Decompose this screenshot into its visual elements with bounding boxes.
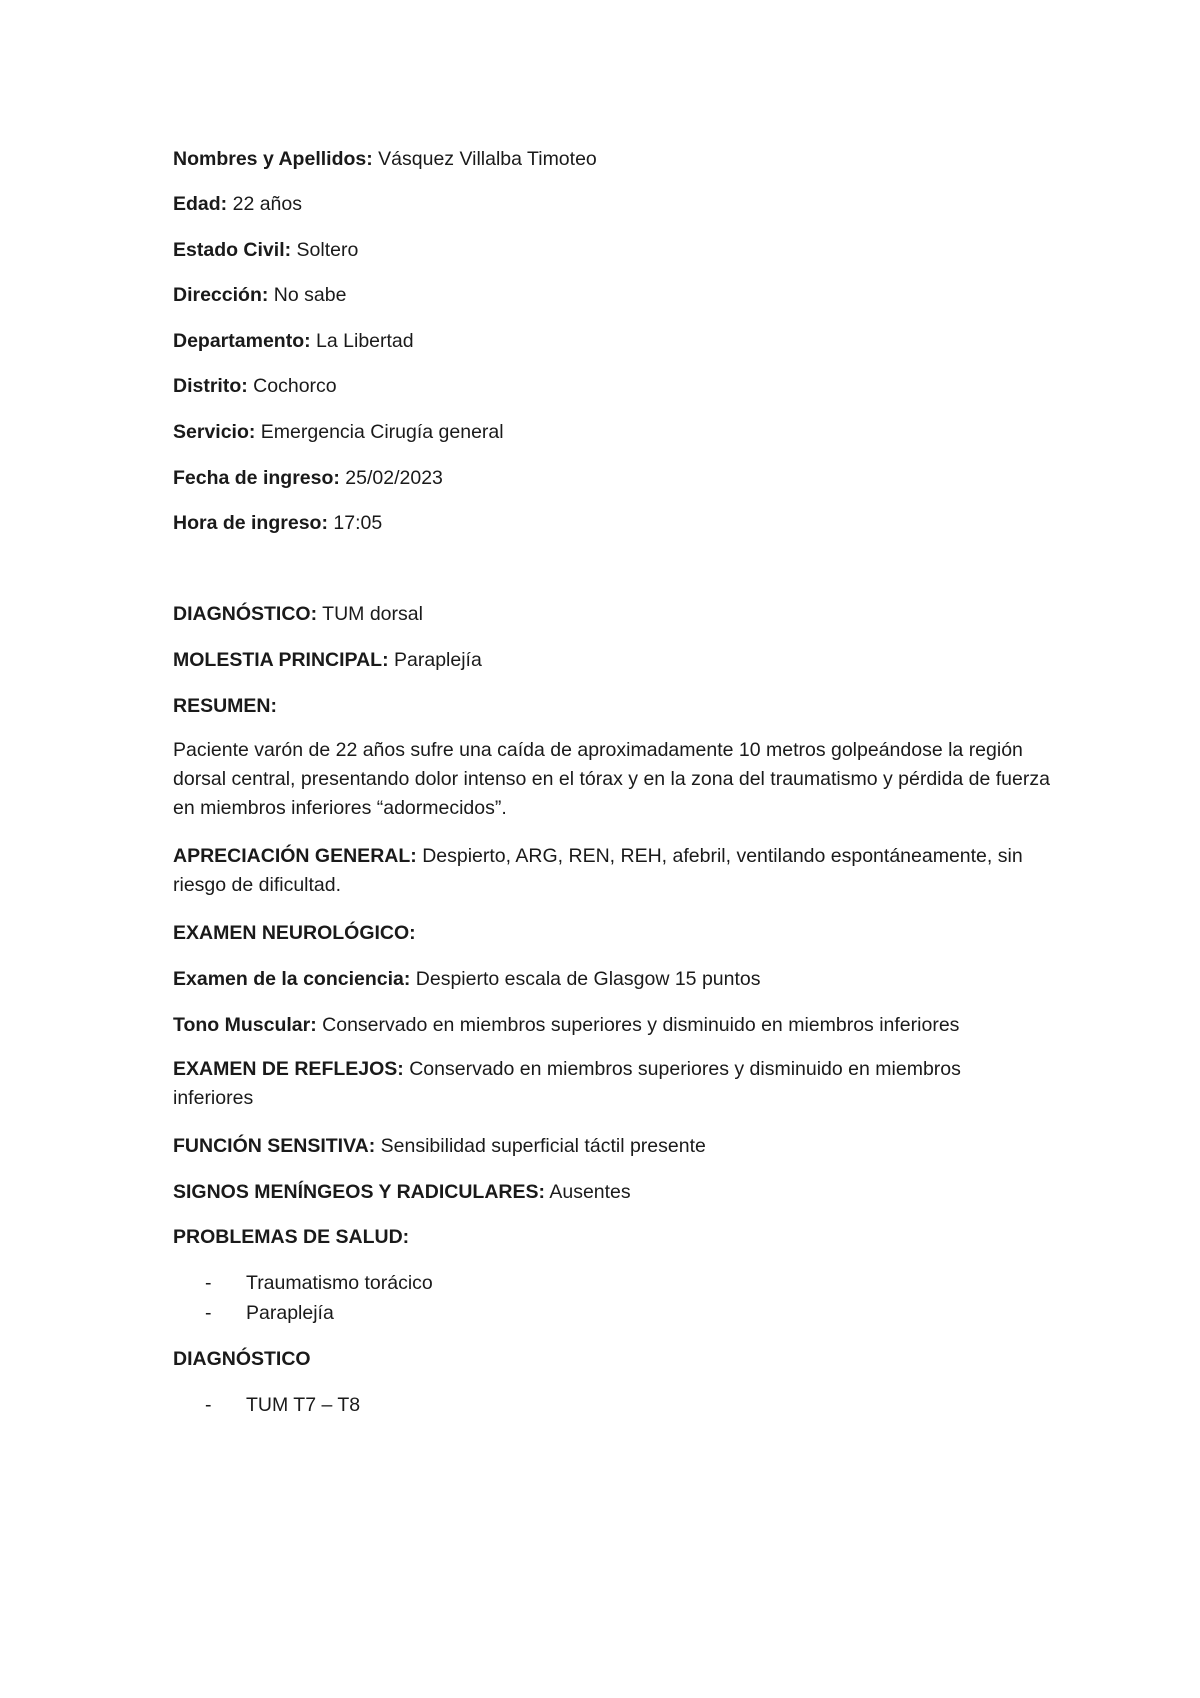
civil-status-label: Estado Civil: — [173, 239, 292, 261]
department-value: La Libertad — [316, 330, 414, 352]
admission-time-row — [173, 510, 382, 536]
department-row — [173, 328, 414, 354]
meningeal-signs-label: SIGNOS MENÍNGEOS Y RADICULARES: — [173, 1181, 545, 1203]
civil-status-row — [173, 237, 358, 263]
age-row — [173, 191, 302, 217]
age-value: 22 años — [232, 193, 302, 215]
sensory-label: FUNCIÓN SENSITIVA: — [173, 1135, 376, 1157]
service-value: Emergencia Cirugía general — [260, 421, 504, 443]
complaint-row — [173, 647, 482, 673]
neuro-exam-label: EXAMEN NEUROLÓGICO: — [173, 922, 416, 944]
bullet-marker: - — [205, 1302, 212, 1324]
conscience-value: Despierto escala de Glasgow 15 puntos — [415, 968, 761, 990]
reflex-row — [173, 1055, 973, 1113]
name-row — [173, 146, 597, 172]
summary-label: RESUMEN: — [173, 695, 278, 717]
list-item: TUM T7 – T8 — [246, 1394, 361, 1416]
diagnosis-label: DIAGNÓSTICO: — [173, 603, 318, 625]
list-item: Paraplejía — [246, 1302, 334, 1324]
district-label: Distrito: — [173, 375, 248, 397]
summary-text: Paciente varón de 22 años sufre una caída de aproximadamente 10 metros golpeándose la región dorsal central, presentando dolor intenso en el tórax y en la zona del traumatismo y pérdida de fuerza en miembros inferiores “adormecidos”. — [173, 739, 1050, 819]
diagnosis-value: TUM dorsal — [322, 603, 423, 625]
complaint-value: Paraplejía — [394, 649, 482, 671]
service-row — [173, 419, 504, 445]
general-appreciation-row — [173, 842, 1053, 900]
department-label: Departamento: — [173, 330, 311, 352]
health-problems-label: PROBLEMAS DE SALUD: — [173, 1226, 410, 1248]
conscience-row — [173, 966, 761, 992]
admission-date-value: 25/02/2023 — [345, 467, 443, 489]
meningeal-signs-value: Ausentes — [549, 1181, 631, 1203]
civil-status-value: Soltero — [296, 239, 359, 261]
general-appreciation-label: APRECIACIÓN GENERAL: — [173, 845, 417, 867]
bullet-marker: - — [205, 1394, 212, 1416]
admission-time-value: 17:05 — [333, 512, 383, 534]
reflex-value: Conservado en miembros superiores y disminuido en miembros inferiores — [173, 1058, 961, 1109]
bullet-marker: - — [205, 1272, 212, 1294]
address-label: Dirección: — [173, 284, 269, 306]
muscle-tone-row — [173, 1012, 959, 1038]
service-label: Servicio: — [173, 421, 256, 443]
age-label: Edad: — [173, 193, 228, 215]
complaint-label: MOLESTIA PRINCIPAL: — [173, 649, 389, 671]
admission-date-row — [173, 465, 443, 491]
address-value: No sabe — [273, 284, 347, 306]
conscience-label: Examen de la conciencia: — [173, 968, 411, 990]
final-diagnosis-label: DIAGNÓSTICO — [173, 1348, 311, 1370]
list-item: Traumatismo torácico — [246, 1272, 433, 1294]
muscle-tone-label: Tono Muscular: — [173, 1014, 317, 1036]
diagnosis-row — [173, 601, 423, 627]
muscle-tone-value: Conservado en miembros superiores y disminuido en miembros inferiores — [322, 1014, 960, 1036]
meningeal-signs-row — [173, 1179, 631, 1205]
address-row — [173, 282, 346, 308]
admission-date-label: Fecha de ingreso: — [173, 467, 340, 489]
reflex-label: EXAMEN DE REFLEJOS: — [173, 1058, 404, 1080]
general-appreciation-value: Despierto, ARG, REN, REH, afebril, ventilando espontáneamente, sin riesgo de dificultad. — [173, 845, 1023, 896]
sensory-value: Sensibilidad superficial táctil presente — [380, 1135, 706, 1157]
district-value: Cochorco — [253, 375, 337, 397]
district-row — [173, 373, 337, 399]
admission-time-label: Hora de ingreso: — [173, 512, 328, 534]
name-label: Nombres y Apellidos: — [173, 148, 373, 170]
sensory-row — [173, 1133, 706, 1159]
name-value: Vásquez Villalba Timoteo — [378, 148, 597, 170]
